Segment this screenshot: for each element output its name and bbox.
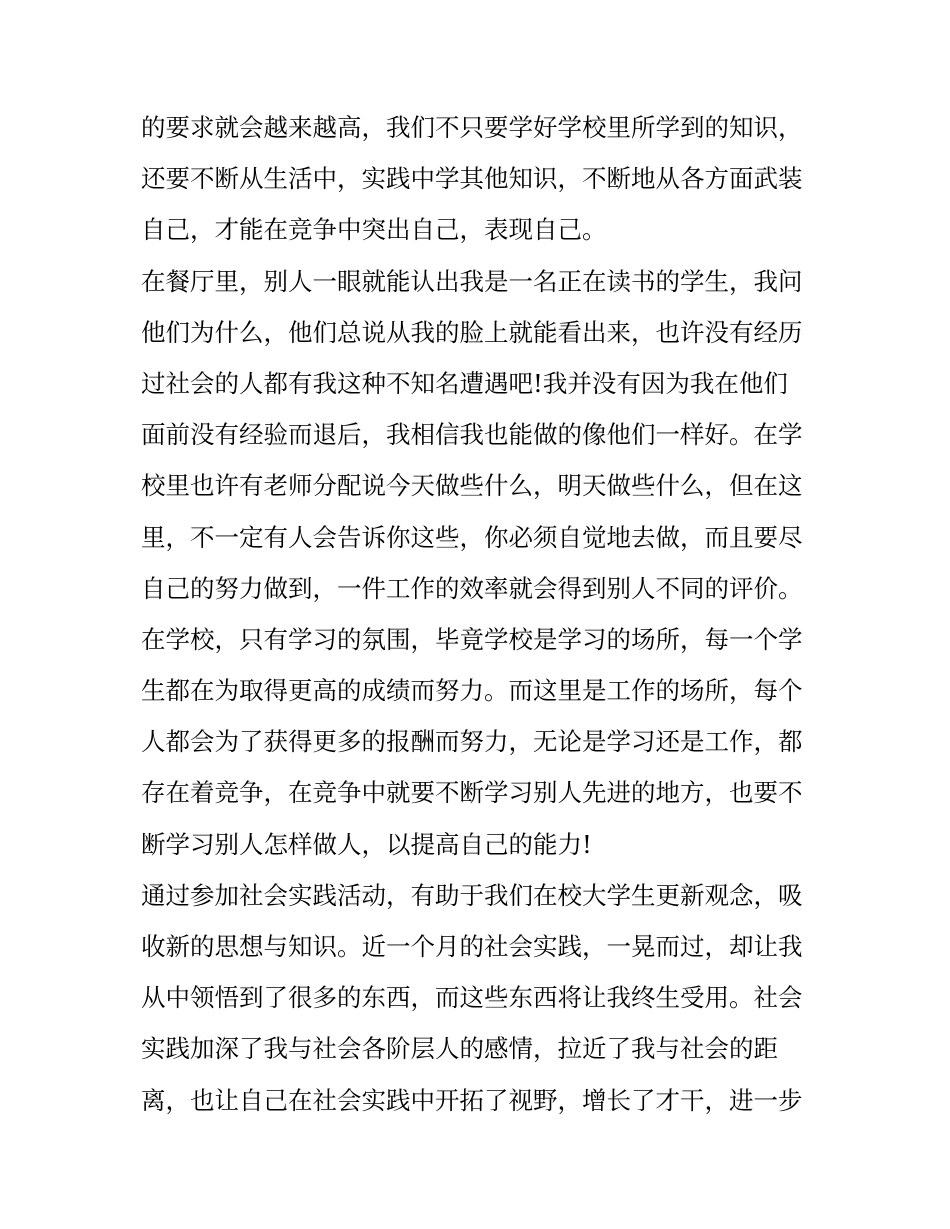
text-line: 存在着竞争，在竞争中就要不断学习别人先进的地方，也要不 [141,778,803,808]
text-line: 实践加深了我与社会各阶层人的感情，拉近了我与社会的距 [141,1034,778,1064]
text-line: 校里也许有老师分配说今天做些什么，明天做些什么，但在这 [141,471,803,501]
text-line: 在学校，只有学习的氛围，毕竟学校是学习的场所，每一个学 [141,624,803,654]
text-line: 自己的努力做到，一件工作的效率就会得到别人不同的评价。 [141,573,803,603]
text-line: 通过参加社会实践活动，有助于我们在校大学生更新观念，吸 [141,880,803,910]
text-line: 离，也让自己在社会实践中开拓了视野，增长了才干，进一步 [141,1085,803,1115]
text-line: 收新的思想与知识。近一个月的社会实践，一晃而过，却让我 [141,932,803,961]
text-line: 在餐厅里，别人一眼就能认出我是一名正在读书的学生，我问 [141,266,803,296]
text-line: 还要不断从生活中，实践中学其他知识，不断地从各方面武装 [141,164,803,194]
text-line: 里，不一定有人会告诉你这些，你必须自觉地去做，而且要尽 [141,522,803,552]
text-line: 生都在为取得更高的成绩而努力。而这里是工作的场所，每个 [141,676,803,706]
text-line: 面前没有经验而退后，我相信我也能做的像他们一样好。在学 [141,420,803,450]
text-line: 断学习别人怎样做人，以提高自己的能力! [141,829,592,859]
text-line: 从中领悟到了很多的东西，而这些东西将让我终生受用。社会 [141,983,803,1013]
text-line: 他们为什么，他们总说从我的脸上就能看出来，也许没有经历 [141,317,803,347]
text-line: 的要求就会越来越高，我们不只要学好学校里所学到的知识， [141,113,803,142]
text-line: 自己，才能在竞争中突出自己，表现自己。 [141,215,607,245]
body-text [141,102,821,1126]
text-line: 人都会为了获得更多的报酬而努力，无论是学习还是工作，都 [141,727,803,757]
text-line: 过社会的人都有我这种不知名遭遇吧!我并没有因为我在他们 [141,368,788,398]
